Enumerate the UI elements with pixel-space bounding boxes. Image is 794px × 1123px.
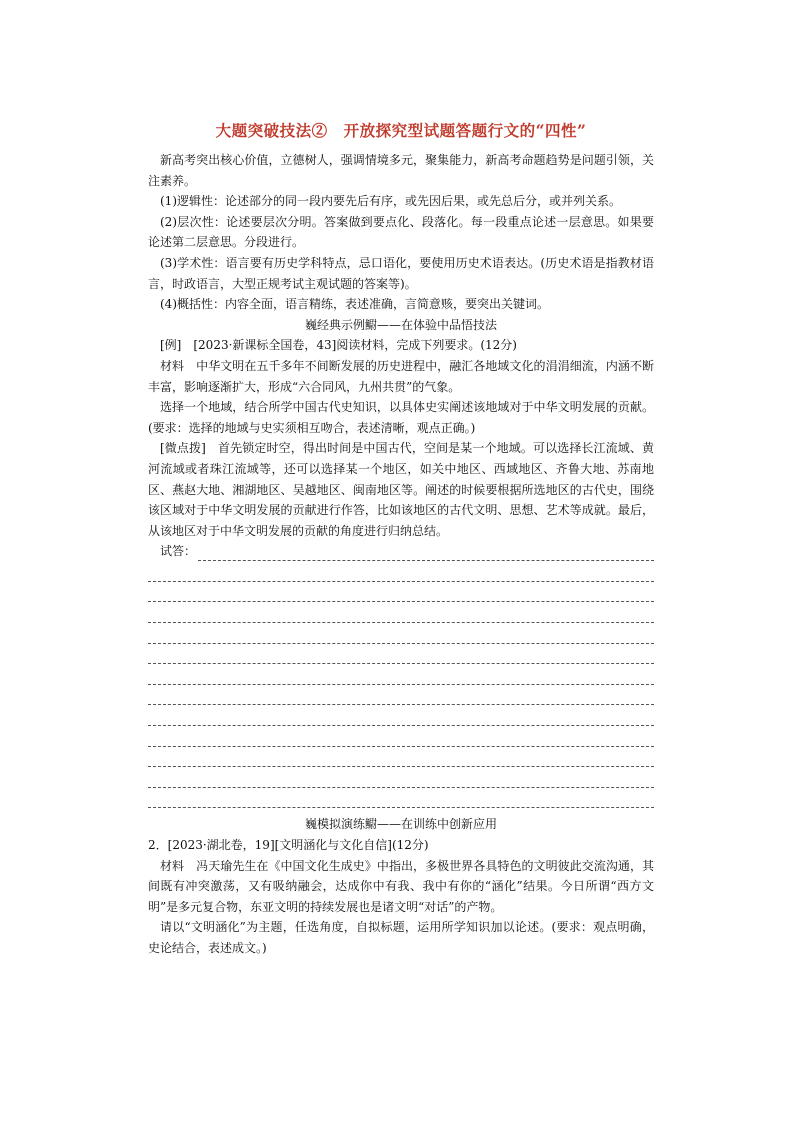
answer-line[interactable] [148,767,654,788]
answer-line[interactable] [148,623,654,644]
answer-line[interactable] [198,547,654,561]
answer-line[interactable] [148,561,654,582]
answer-line[interactable] [148,685,654,706]
hint-paragraph: [微点拨] 首先锁定时空，得出时间是中国古代，空间是某一个地域。可以选择长江流域、黄河流域或者珠江流域等，还可以选择某一个地区，如关中地区、西域地区、齐鲁大地、苏南地区、燕赵大地、湘湖地区、吴越地区、闽南地区等。阐述的时候要根据所选地区的古代史，围绕该区域对于中华文明发展的贡献进行作答，比如该地区的古代文明、思想、艺术等成就。最后，从该地区对于中华文明发展的贡献的角度进行归纳总结。 [148,441,654,538]
answer-first-row [148,541,654,561]
example-material: 材料 中华文明在五千多年不间断发展的历史进程中，融汇各地域文化的涓涓细流，内涵不断丰富，影响逐渐扩大，形成“六合同风，九州共贯”的气象。 [148,358,654,394]
answer-line[interactable] [148,726,654,747]
intro-paragraph: 新高考突出核心价值，立德树人，强调情境多元，聚集能力，新高考命题趋势是问题引领，关注素养。 [148,153,654,188]
example-question-head: [例] [2023·新课标全国卷，43]阅读材料，完成下列要求。(12分) [160,338,517,353]
point-hierarchy: (2)层次性：论述要层次分明。答案做到要点化、段落化。每一段重点论述一层意思。如果要论述第二层意思。分段进行。 [148,214,654,250]
section-heading-practice: 巍模拟演练鳚——在训练中创新应用 [304,817,497,832]
answer-line[interactable] [148,664,654,685]
question2-head: 2．[2023·湖北卷，19][文明涵化与文化自信](12分) [148,838,429,852]
example-task: 选择一个地域，结合所学中国古代史知识，以具体史实阐述该地域对于中华文明发展的贡献。(要求：选择的地域与史实须相互吻合，表述清晰，观点正确。) [148,400,654,435]
point-generality: (4)概括性：内容全面，语言精练，表述准确，言简意赅，要突出关键词。 [160,297,550,312]
document-page [148,120,654,959]
answer-line[interactable] [148,705,654,726]
point-logic: (1)逻辑性：论述部分的同一段内要先后有序，或先因后果，或先总后分，或并列关系。 [160,194,622,209]
question2-task: 请以“文明涵化”为主题，任选角度，自拟标题，运用所学知识加以论述。(要求：观点明确，史论结合，表述成文。) [148,920,654,955]
answer-line[interactable] [148,602,654,623]
section-heading-examples: 巍经典示例鳚——在体验中品悟技法 [304,317,497,332]
answer-line[interactable] [148,644,654,665]
answer-label: 试答： [160,544,197,559]
answer-area[interactable] [148,561,654,808]
page-title: 大题突破技法② 开放探究型试题答题行文的“四性” [215,121,587,140]
answer-line[interactable] [148,582,654,603]
question2-material: 材料 冯天瑜先生在《中国文化生成史》中指出，多极世界各具特色的文明彼此交流沟通，其间既有冲突激荡，又有吸纳融会，达成你中有我、我中有你的“涵化”结果。今日所谓“西方文明”是多元复合物，东亚文明的持续发展也是诸文明“对话”的产物。 [148,858,654,914]
point-academic: (3)学术性：语言要有历史学科特点，忌口语化，要使用历史术语表达。(历史术语是指教材语言，时政语言，大型正规考试主观试题的答案等)。 [148,255,654,291]
answer-line[interactable] [148,788,654,809]
answer-line[interactable] [148,747,654,768]
